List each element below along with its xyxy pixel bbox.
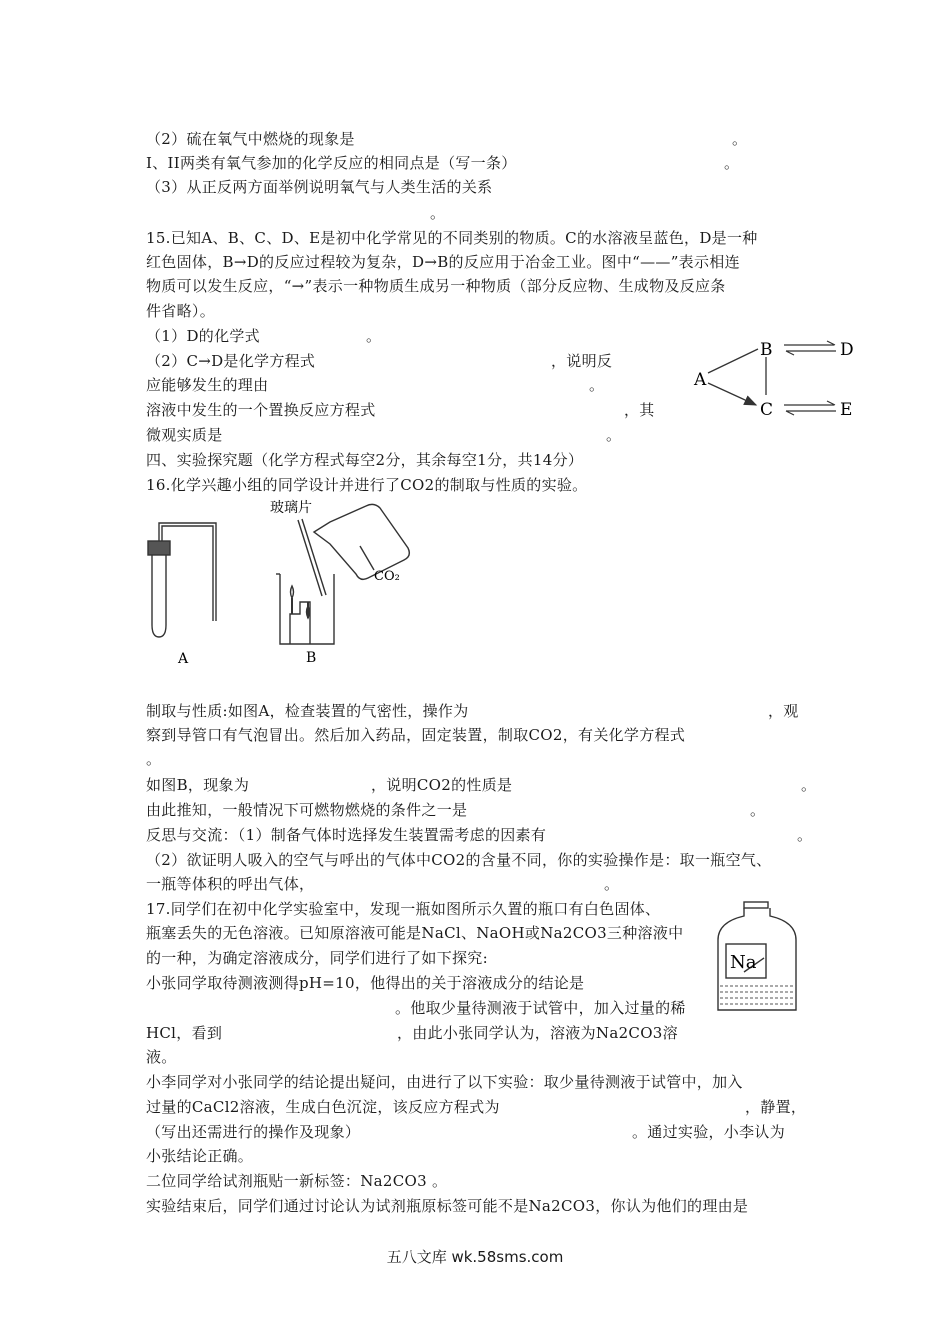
q17-line-1: 17.同学们在初中化学实验室中，发现一瓶如图所示久置的瓶口有白色固体、 [146,900,661,918]
q16-line-4: 如图B，现象为 [146,776,250,794]
bottle-label-text: Na [730,952,757,973]
q16-line-5-end: 。 [750,801,766,819]
q17-line-6: HCl，看到 [146,1024,223,1042]
q15-part2b: 应能够发生的理由 [146,376,269,394]
q16-line-7: （2）欲证明人吸入的空气与呼出的气体中CO2的含量不同，你的实验操作是：取一瓶空气、 [146,851,772,869]
q16-stem: 16.化学兴趣小组的同学设计并进行了CO2的制取与性质的实验。 [146,476,588,494]
q17-line-9-end: ，静置， [745,1098,807,1116]
q16-line-8-end: 。 [604,875,620,893]
q15-relation-diagram [686,333,866,423]
q16-figure-a [140,505,250,675]
q15-stem-3: 物质可以发生反应，“→”表示一种物质生成另一种物质（部分反应物、生成物及反应条 [146,277,726,295]
q17-line-9: 过量的CaCl2溶液，生成白色沉淀，该反应方程式为 [146,1098,500,1116]
q15-stem-2: 红色固体，B→D的反应过程较为复杂，D→B的反应用于冶金工业。图中“——”表示相连 [146,253,740,271]
q17-line-6-end: ，由此小张同学认为，溶液为Na2CO3溶 [397,1024,678,1042]
q16-line-4-end: 。 [801,776,817,794]
q17-line-10: （写出还需进行的操作及现象） [146,1123,361,1141]
footer-watermark: 五八文库 wk.58sms.com [386,1248,564,1266]
q14-part3: （3）从正反两方面举例说明氧气与人类生活的关系 [146,178,493,196]
glass-plate-label: 玻璃片 [270,500,312,516]
q16-line-6: 反思与交流：（1）制备气体时选择发生装置需考虑的因素有 [146,826,547,844]
bottle-mouth-icon [744,902,768,908]
q17-line-2: 瓶塞丢失的无色溶液。已知原溶液可能是NaCl、NaOH或Na2CO3三种溶液中 [146,924,684,942]
double-arrow-b-d [784,341,836,355]
delivery-tube-icon [159,523,216,621]
node-e: E [840,400,853,420]
q17-line-12: 二位同学给试剂瓶贴一新标签：Na2CO3 。 [146,1172,448,1190]
q15-part1-end: 。 [366,327,382,345]
q15-part2: （2）C→D是化学方程式 [146,352,316,370]
figure-a-label: A [178,651,189,667]
q15-part1: （1）D的化学式 [146,327,260,345]
q15-stem-1: 15.已知A、B、C、D、E是初中化学常见的不同类别的物质。C的水溶液呈蓝色，D是一种 [146,229,758,247]
q15-part4-end: 。 [606,426,622,444]
candle-flame-icon [291,586,294,598]
q17-line-10-end: 。通过实验，小李认为 [632,1123,786,1141]
q16-line-4-mid: ，说明CO2的性质是 [371,776,513,794]
glass-plate-icon [298,520,322,596]
q17-line-11: 小张结论正确。 [146,1147,254,1165]
figure-b-label: B [306,650,317,666]
q14-part2: （2）硫在氧气中燃烧的现象是 [146,130,355,148]
q14-common-end: 。 [724,154,740,172]
q15-part2-mid: ，说明反 [551,352,613,370]
q17-line-5: 。他取少量待测液于试管中，加入过量的稀 [395,999,686,1017]
stopper-icon [148,541,170,555]
node-a: A [694,370,707,390]
q16-line-8: 一瓶等体积的呼出气体， [146,875,315,893]
q15-part3: 溶液中发生的一个置换反应方程式 [146,401,376,419]
q16-figure-b [270,498,430,668]
node-d: D [840,340,854,360]
arrow-a-c [708,383,756,405]
test-tube-icon [152,555,166,637]
q17-line-13: 实验结束后，同学们通过讨论认为试剂瓶原标签可能不是Na2CO3，你认为他们的理由是 [146,1197,749,1215]
q15-stem-4: 件省略）。 [146,302,216,320]
section-4-heading: 四、实验探究题（化学方程式每空2分，其余每空1分，共14分） [146,451,584,469]
node-b: B [760,340,773,360]
q16-line-1-end: ，观 [768,702,799,720]
q17-line-3: 的一种，为确定溶液成分，同学们进行了如下探究: [146,949,488,967]
q17-reagent-bottle [714,900,800,1016]
q17-line-4: 小张同学取待测液测得pH=10，他得出的关于溶液成分的结论是 [146,974,585,992]
solution-level-icon [720,986,794,1004]
edge-a-b [708,349,758,373]
node-c: C [760,400,774,420]
double-arrow-c-e [784,401,836,415]
q17-line-7: 液。 [146,1048,177,1066]
co2-label: CO₂ [374,569,400,584]
q15-part4: 微观实质是 [146,426,223,444]
q16-line-1: 制取与性质:如图A，检查装置的气密性，操作为 [146,702,469,720]
q14-part2-end: 。 [732,130,748,148]
q16-line-3: 。 [146,750,162,768]
q17-line-8: 小李同学对小张同学的结论提出疑问，由进行了以下实验：取少量待测液于试管中，加入 [146,1073,743,1091]
q15-part3-mid: ，其 [624,401,655,419]
q14-part3-end: 。 [430,204,446,222]
q15-part2b-end: 。 [589,376,605,394]
q16-line-5: 由此推知，一般情况下可燃物燃烧的条件之一是 [146,801,468,819]
q16-line-6-end: 。 [797,826,813,844]
q16-line-2: 察到导管口有气泡冒出。然后加入药品，固定装置，制取CO2，有关化学方程式 [146,726,686,744]
q14-common: I、II两类有氧气参加的化学反应的相同点是（写一条） [146,154,517,172]
